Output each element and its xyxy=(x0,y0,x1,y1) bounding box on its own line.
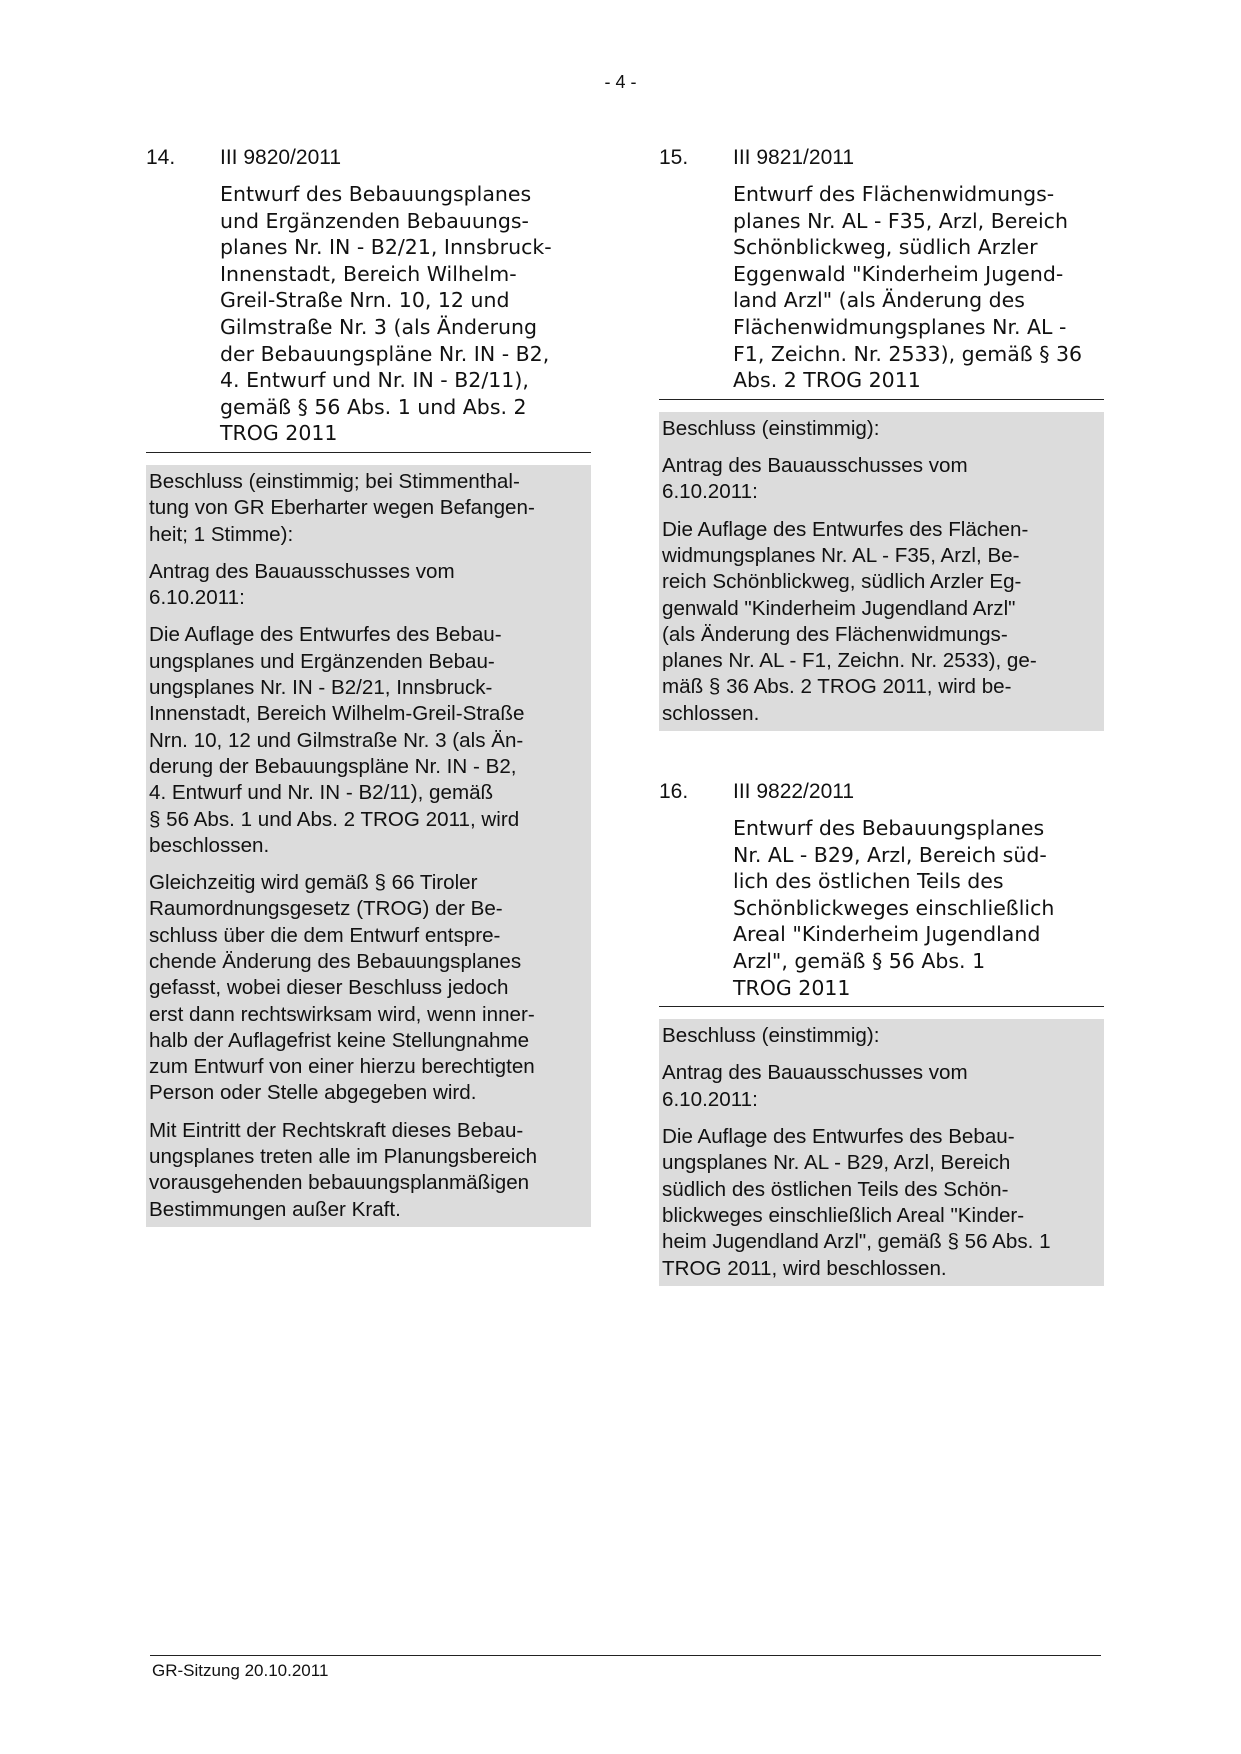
decision-line: 4. Entwurf und Nr. IN - B2/11), gemäß xyxy=(149,781,494,805)
decision-paragraph xyxy=(662,1060,1101,1113)
item-divider xyxy=(146,452,591,453)
item-title-line: F1, Zeichn. Nr. 2533), gemäß § 36 xyxy=(733,341,1083,366)
item-title-line: TROG 2011 xyxy=(220,421,338,446)
right-column xyxy=(659,145,1104,1334)
decision-line: reich Schönblickweg, südlich Arzler Eg- xyxy=(662,570,1022,594)
item-title-line: Gilmstraße Nr. 3 (als Änderung xyxy=(220,314,537,339)
footer-text: GR-Sitzung 20.10.2011 xyxy=(152,1661,329,1680)
decision-box xyxy=(659,1019,1104,1286)
item-title-line: Greil-Straße Nrn. 10, 12 und xyxy=(220,288,510,313)
item-title-line: Entwurf des Flächenwidmungs- xyxy=(733,182,1055,206)
page-number: - 4 - xyxy=(604,72,637,92)
decision-line: ungsplanes Nr. IN - B2/21, Innsbruck- xyxy=(149,676,493,700)
item-title xyxy=(733,181,1104,396)
decision-line: tung von GR Eberharter wegen Befangen- xyxy=(149,496,535,520)
decision-line: mäß § 36 Abs. 2 TROG 2011, wird be- xyxy=(662,675,1012,699)
decision-line: Gleichzeitig wird gemäß § 66 Tiroler xyxy=(149,871,478,895)
decision-line: § 56 Abs. 1 und Abs. 2 TROG 2011, wird xyxy=(149,807,520,831)
decision-line: Antrag des Bauausschusses vom xyxy=(662,454,968,478)
item-title-line: planes Nr. IN - B2/21, Innsbruck- xyxy=(220,235,552,260)
decision-paragraph xyxy=(149,559,588,612)
decision-line: Raumordnungsgesetz (TROG) der Be- xyxy=(149,897,503,921)
decision-paragraph xyxy=(149,1118,588,1223)
item-number: 15. xyxy=(659,146,689,169)
decision-line: Beschluss (einstimmig; bei Stimmenthal- xyxy=(149,469,520,493)
decision-line: 6.10.2011: xyxy=(662,1087,758,1111)
item-title-line: Arzl", gemäß § 56 Abs. 1 xyxy=(733,948,986,973)
decision-line: ungsplanes Nr. AL - B29, Arzl, Bereich xyxy=(662,1151,1011,1175)
decision-line: 6.10.2011: xyxy=(149,586,245,610)
decision-line: genwald "Kinderheim Jugendland Arzl" xyxy=(662,596,1016,620)
decision-line: vorausgehenden bebauungsplanmäßigen xyxy=(149,1171,530,1195)
decision-line: Person oder Stelle abgegeben wird. xyxy=(149,1081,477,1105)
item-title-line: Nr. AL - B29, Arzl, Bereich süd- xyxy=(733,842,1047,867)
decision-line: Die Auflage des Entwurfes des Bebau- xyxy=(662,1125,1015,1149)
decision-line: widmungsplanes Nr. AL - F35, Arzl, Be- xyxy=(662,543,1020,567)
item-title-line: Schönblickweges einschließlich xyxy=(733,895,1055,920)
item-title xyxy=(733,815,1104,1003)
item-title-line: Innenstadt, Bereich Wilhelm- xyxy=(220,261,517,286)
item-title-line: Flächenwidmungsplanes Nr. AL - xyxy=(733,314,1067,339)
decision-line: schlossen. xyxy=(662,701,760,725)
decision-line: gefasst, wobei dieser Beschluss jedoch xyxy=(149,976,509,1000)
item-title-line: 4. Entwurf und Nr. IN - B2/11), xyxy=(220,368,529,393)
item-reference: III 9821/2011 xyxy=(733,146,855,169)
decision-line: Antrag des Bauausschusses vom xyxy=(662,1061,968,1085)
item-title-line: Entwurf des Bebauungsplanes xyxy=(220,182,532,206)
decision-line: 6.10.2011: xyxy=(662,480,758,504)
decision-line: Beschluss (einstimmig): xyxy=(662,1024,880,1048)
decision-paragraph xyxy=(662,453,1101,506)
decision-box xyxy=(659,412,1104,731)
decision-line: ungsplanes treten alle im Planungsbereich xyxy=(149,1145,538,1169)
item-title-line: Schönblickweg, südlich Arzler xyxy=(733,235,1038,260)
decision-line: halb der Auflagefrist keine Stellungnahme xyxy=(149,1028,530,1052)
decision-line: Die Auflage des Entwurfes des Flächen- xyxy=(662,517,1029,541)
item-reference: III 9820/2011 xyxy=(220,146,342,169)
footer-divider xyxy=(150,1655,1101,1656)
item-heading xyxy=(659,145,1104,171)
decision-line: Innenstadt, Bereich Wilhelm-Greil-Straße xyxy=(149,702,525,726)
item-heading xyxy=(146,145,591,171)
decision-line: Antrag des Bauausschusses vom xyxy=(149,559,455,583)
decision-paragraph xyxy=(662,1023,1101,1049)
decision-line: (als Änderung des Flächenwidmungs- xyxy=(662,622,1008,646)
item-title-line: Eggenwald "Kinderheim Jugend- xyxy=(733,261,1064,286)
decision-paragraph xyxy=(149,469,588,548)
item-title-line: der Bebauungspläne Nr. IN - B2, xyxy=(220,341,550,366)
decision-line: derung der Bebauungspläne Nr. IN - B2, xyxy=(149,754,517,778)
decision-box xyxy=(146,465,591,1227)
decision-line: planes Nr. AL - F1, Zeichn. Nr. 2533), ge- xyxy=(662,649,1037,673)
decision-line: Die Auflage des Entwurfes des Bebau- xyxy=(149,623,502,647)
decision-line: schluss über die dem Entwurf entspre- xyxy=(149,923,501,947)
decision-line: erst dann rechtswirksam wird, wenn inner- xyxy=(149,1002,535,1026)
decision-line: Mit Eintritt der Rechtskraft dieses Bebau- xyxy=(149,1118,524,1142)
agenda-item xyxy=(146,145,591,1227)
item-title-line: land Arzl" (als Änderung des xyxy=(733,288,1025,313)
item-title xyxy=(220,181,591,449)
item-divider xyxy=(659,399,1104,400)
decision-line: Bestimmungen außer Kraft. xyxy=(149,1197,401,1221)
agenda-item xyxy=(659,779,1104,1286)
decision-line: Nrn. 10, 12 und Gilmstraße Nr. 3 (als Än- xyxy=(149,728,524,752)
decision-line: blickweges einschließlich Areal "Kinder- xyxy=(662,1203,1025,1227)
decision-line: heit; 1 Stimme): xyxy=(149,522,294,546)
decision-line: ungsplanes und Ergänzenden Bebau- xyxy=(149,649,495,673)
item-heading xyxy=(659,779,1104,805)
item-title-line: und Ergänzenden Bebauungs- xyxy=(220,208,529,233)
item-number: 16. xyxy=(659,780,689,804)
item-divider xyxy=(659,1006,1104,1007)
decision-line: südlich des östlichen Teils des Schön- xyxy=(662,1177,1009,1201)
decision-line: heim Jugendland Arzl", gemäß § 56 Abs. 1 xyxy=(662,1230,1051,1254)
decision-paragraph xyxy=(662,416,1101,442)
decision-line: TROG 2011, wird beschlossen. xyxy=(662,1256,947,1280)
decision-line: Beschluss (einstimmig): xyxy=(662,416,880,440)
item-title-line: Abs. 2 TROG 2011 xyxy=(733,368,921,393)
decision-line: chende Änderung des Bebauungsplanes xyxy=(149,949,522,973)
item-title-line: Entwurf des Bebauungsplanes xyxy=(733,816,1045,841)
item-number: 14. xyxy=(146,146,176,169)
decision-paragraph xyxy=(149,622,588,859)
decision-paragraph xyxy=(662,1124,1101,1282)
left-column xyxy=(146,145,591,1275)
agenda-item xyxy=(659,145,1104,731)
item-reference: III 9822/2011 xyxy=(733,780,855,804)
item-title-line: planes Nr. AL - F35, Arzl, Bereich xyxy=(733,208,1068,233)
item-title-line: gemäß § 56 Abs. 1 und Abs. 2 xyxy=(220,394,527,419)
decision-line: beschlossen. xyxy=(149,833,270,857)
decision-paragraph xyxy=(662,517,1101,727)
decision-line: zum Entwurf von einer hierzu berechtigten xyxy=(149,1055,535,1079)
item-title-line: Areal "Kinderheim Jugendland xyxy=(733,922,1041,947)
item-title-line: TROG 2011 xyxy=(733,975,851,1000)
decision-paragraph xyxy=(149,870,588,1107)
item-title-line: lich des östlichen Teils des xyxy=(733,869,1004,894)
